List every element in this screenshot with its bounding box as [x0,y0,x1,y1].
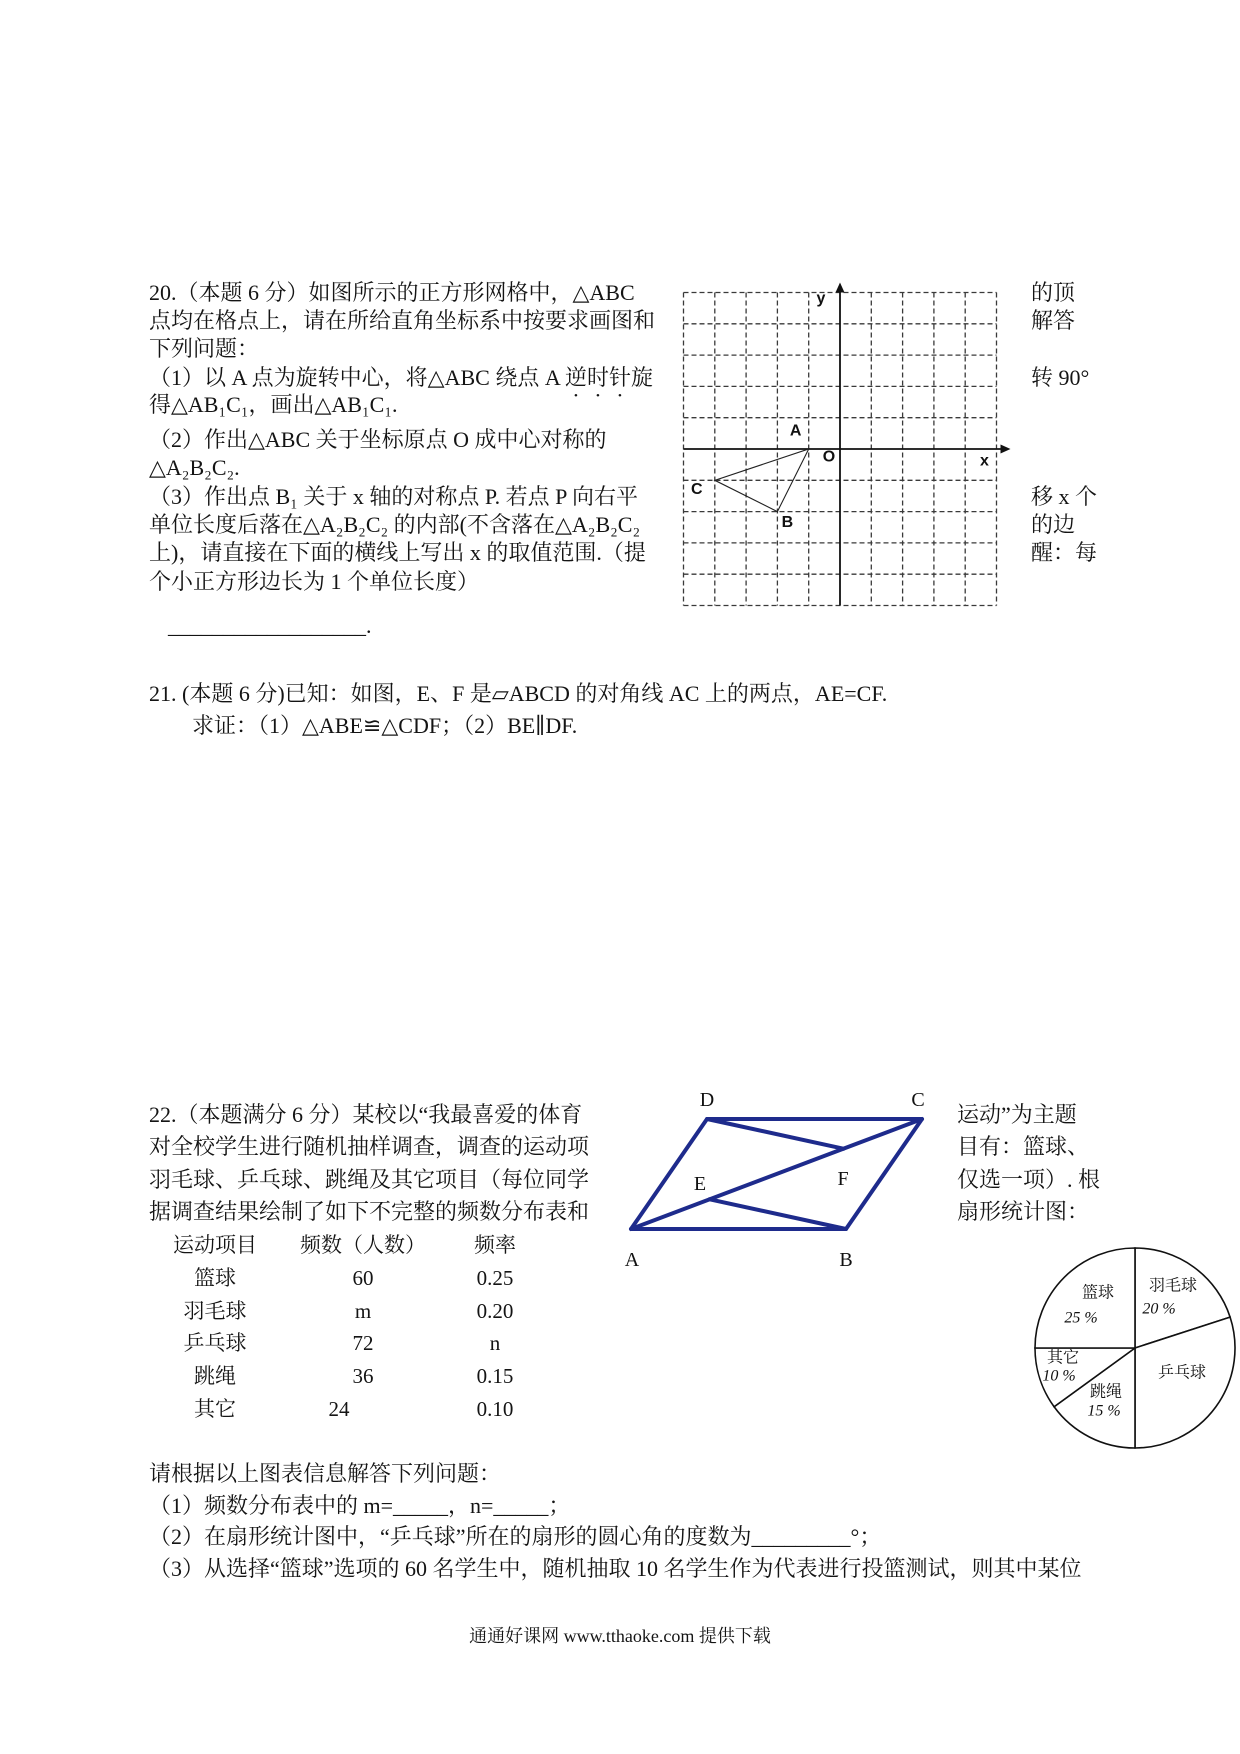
table-cell: 0.15 [476,1364,514,1388]
q20-line-10: 上)，请直接在下面的横线上写出 x 的取值范围.（提 [149,540,646,565]
emphasized-text: 逆时针 [565,365,632,390]
pie-slice-percent: 10 % [1042,1367,1076,1385]
point-label-b: B [781,514,794,532]
q22-line-1: 22.（本题满分 6 分）某校以“我最喜爱的体育 [149,1102,583,1127]
point-label-c: C [691,480,703,498]
point-label-f: F [837,1168,849,1190]
vertex-label-b: B [839,1249,853,1271]
q20-line-11: 个小正方形边长为 1 个单位长度） [149,569,480,594]
pie-slice-label: 羽毛球 [1148,1275,1198,1295]
q22-sub-question-3: （3）从选择“篮球”选项的 60 名学生中，随机抽取 10 名学生作为代表进行投篮测试，则其中某位 [149,1556,1082,1581]
q22-right-line-2: 目有：篮球、 [957,1134,1090,1159]
pie-slice-label: 其它 [1046,1347,1080,1367]
pie-slice-label: 乒乓球 [1157,1362,1207,1382]
vertex-label-c: C [911,1089,925,1111]
q20-line-4-end: 旋 [631,365,654,390]
point-label-a: A [789,422,802,440]
q20-right-line-4: 转 90° [1031,365,1090,390]
q20-line-9: 单位长度后落在△A₂B₂C₂ 的内部(不含落在△A₂B₂C₂ [149,512,641,537]
table-cell: 36 [352,1364,374,1388]
q22-right-line-3: 仅选一项）. 根 [957,1167,1101,1192]
q22-line-4: 据调查结果绘制了如下不完整的频数分布表和 [149,1199,590,1224]
page-footer: 通通好课网 www.tthaoke.com 提供下载 [469,1626,771,1646]
q20-right-line-10: 醒：每 [1031,540,1098,565]
table-cell: 0.25 [476,1266,514,1290]
q20-right-line-1: 的顶 [1031,280,1076,305]
y-axis-arrow-icon [836,283,845,293]
q20-line-4-text: （1）以 A 点为旋转中心，将△ABC 绕点 A [149,365,566,390]
q20-right-line-9: 的边 [1031,512,1076,537]
q20-right-line-2: 解答 [1031,308,1076,333]
q21-line-2: 求证：（1）△ABE≌△CDF；（2）BE∥DF. [192,713,578,738]
pie-slice-percent: 15 % [1087,1402,1121,1420]
q20-line-4 [149,364,653,392]
q20-line-6: （2）作出△ABC 关于坐标原点 O 成中心对称的 [149,427,607,452]
segment-be [710,1199,846,1229]
q22-line-2: 对全校学生进行随机抽样调查，调查的运动项 [149,1134,590,1159]
q20-line-3: 下列问题： [149,336,260,361]
table-cell: 72 [352,1331,374,1355]
q21-line-1: 21. (本题 6 分)已知：如图，E、F 是▱ABCD 的对角线 AC 上的两点，AE=CF. [149,681,888,706]
table-cell: 24 [328,1397,350,1421]
q20-line-8: （3）作出点 B₁ 关于 x 轴的对称点 P. 若点 P 向右平 [149,484,639,509]
x-axis-arrow-icon [1001,445,1011,454]
table-header: 频率 [474,1233,516,1257]
table-header: 运动项目 [173,1233,257,1257]
q22-line-3: 羽毛球、乒乓球、跳绳及其它项目（每位同学 [149,1167,590,1192]
origin-label: O [822,448,836,466]
point-label-e: E [693,1173,707,1195]
pie-slice-percent: 20 % [1142,1300,1176,1318]
segment-df [707,1119,843,1149]
table-cell: m [354,1299,372,1323]
pie-slice-label: 跳绳 [1089,1381,1123,1401]
triangle-abc [715,449,809,512]
q22-right-line-1: 运动”为主题 [957,1102,1077,1127]
q22-sub-question-2: （2）在扇形统计图中，“乒乓球”所在的扇形的圆心角的度数为_________°； [149,1524,882,1549]
table-cell: 跳绳 [194,1364,236,1388]
vertex-label-d: D [699,1089,715,1111]
x-axis-label: x [980,452,989,470]
q20-line-7: △A₂B₂C₂. [149,455,240,480]
y-axis-label: y [816,290,826,307]
pie-chart [1020,1233,1240,1463]
q20-answer-line: __________________. [168,613,372,638]
table-cell: n [489,1331,501,1355]
table-cell: 0.20 [476,1299,514,1323]
q22-prompt: 请根据以上图表信息解答下列问题： [149,1461,502,1486]
table-cell: 其它 [194,1397,236,1421]
q20-line-1: 20.（本题 6 分）如图所示的正方形网格中，△ABC [149,280,635,305]
q20-line-5: 得△AB₁C₁，画出△AB₁C₁. [149,392,398,417]
coordinate-grid-figure [676,276,1021,616]
table-cell: 羽毛球 [183,1299,247,1323]
q20-line-2: 点均在格点上，请在所给直角坐标系中按要求画图和 [149,308,656,333]
vertex-label-a: A [624,1249,640,1271]
table-cell: 60 [352,1266,374,1290]
pie-slice-label: 篮球 [1081,1282,1115,1302]
table-header: 频数（人数） [300,1233,426,1257]
q22-right-line-4: 扇形统计图： [957,1199,1090,1224]
table-cell: 乒乓球 [183,1331,247,1355]
q22-sub-question-1: （1）频数分布表中的 m=_____，n=_____； [149,1493,571,1518]
pie-slice-percent: 25 % [1064,1309,1098,1327]
parallelogram-figure [600,1080,950,1275]
q20-right-line-8: 移 x 个 [1031,484,1098,509]
table-cell: 篮球 [194,1266,236,1290]
table-cell: 0.10 [476,1397,514,1421]
